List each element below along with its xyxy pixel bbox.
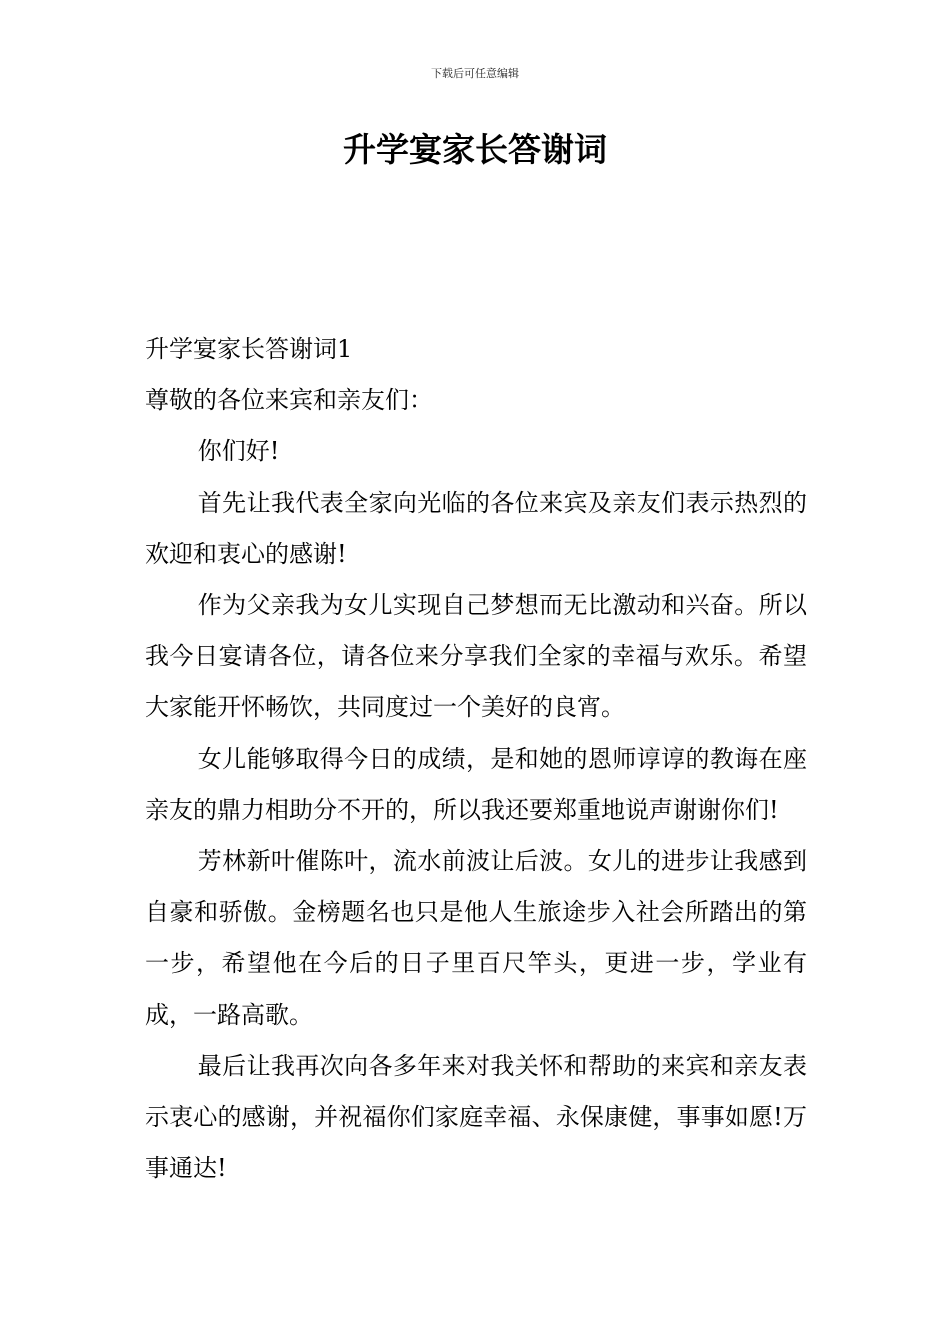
paragraph-greeting: 你们好! (197, 437, 280, 466)
paragraph-father: 作为父亲我为女儿实现自己梦想而无比激动和兴奋。所以我今日宴请各位，请各位来分享我们全家的幸福与欢乐。希望大家能开怀畅饮，共同度过一个美好的良宵。 (145, 591, 807, 722)
paragraph-closing: 最后让我再次向各多年来对我关怀和帮助的来宾和亲友表示衷心的感谢，并祝福你们家庭幸福、永保康健，事事如愿!万事通达! (145, 1051, 807, 1183)
salutation: 尊敬的各位来宾和亲友们： (145, 386, 433, 415)
document-body (145, 324, 807, 1194)
paragraph-welcome: 首先让我代表全家向光临的各位来宾及亲友们表示热烈的欢迎和衷心的感谢! (145, 488, 807, 568)
document-title: 升学宴家长答谢词 (343, 130, 607, 169)
paragraph-thanks-teachers: 女儿能够取得今日的成绩，是和她的恩师谆谆的教诲在座亲友的鼎力相助分不开的，所以我还要郑重地说声谢谢你们! (145, 744, 807, 824)
section-heading: 升学宴家长答谢词1 (145, 335, 353, 363)
header-note: 下载后可任意编辑 (431, 67, 519, 80)
paragraph-progress: 芳林新叶催陈叶，流水前波让后波。女儿的进步让我感到自豪和骄傲。金榜题名也只是他人生旅途步入社会所踏出的第一步，希望他在今后的日子里百尺竿头，更进一步，学业有成，一路高歌。 (145, 847, 807, 1029)
